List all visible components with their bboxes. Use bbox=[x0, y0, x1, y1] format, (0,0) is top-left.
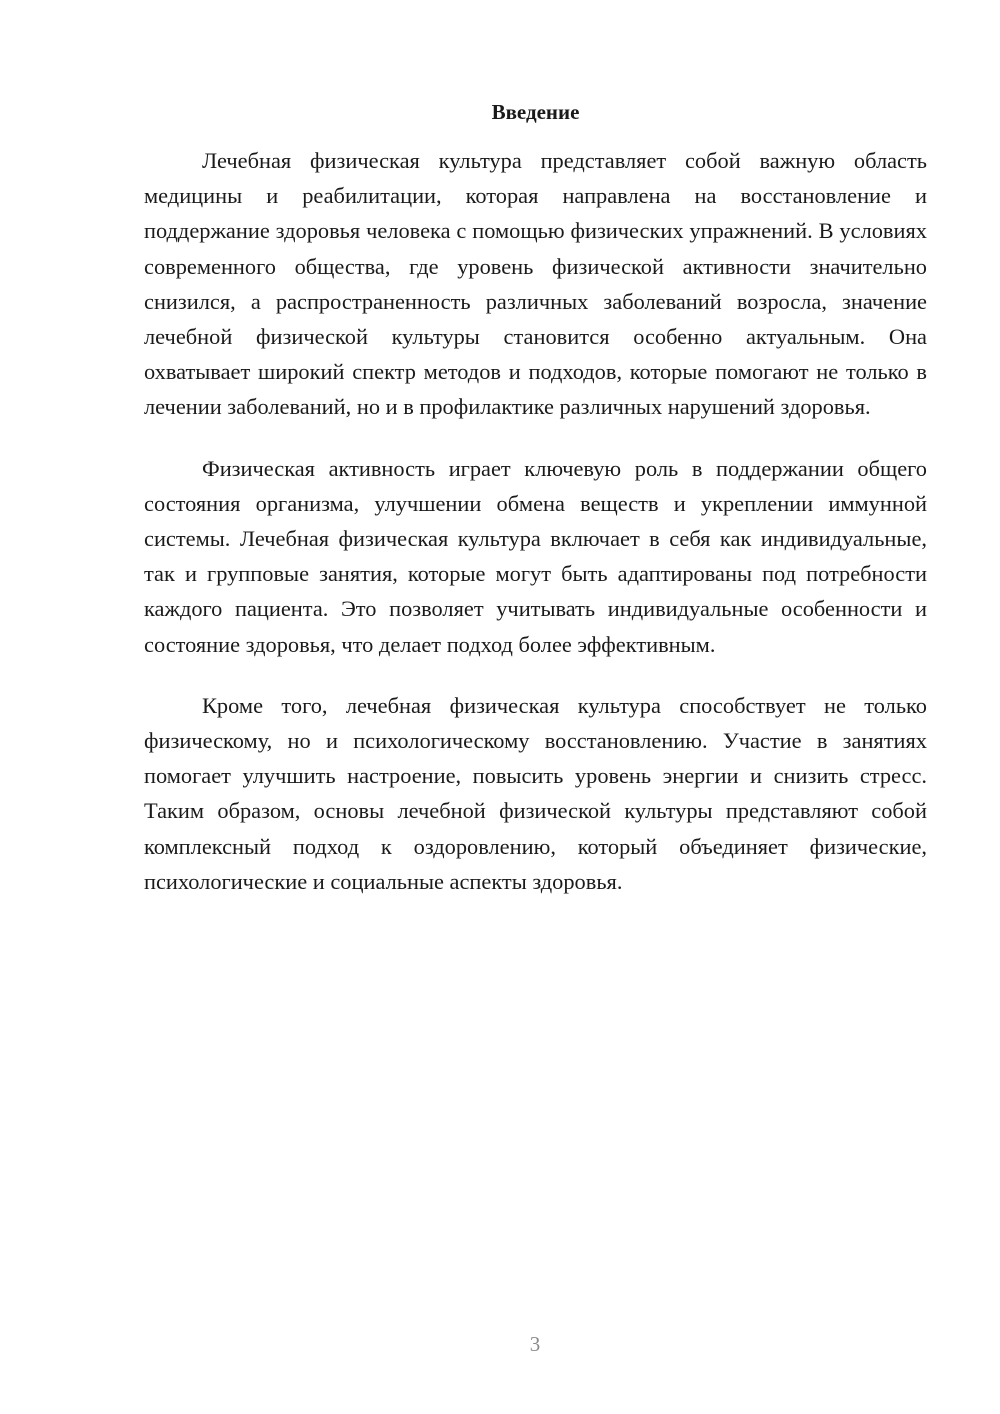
paragraph-1: Лечебная физическая культура представляет собой важную область медицины и реабилитации, которая направлена на восстановление и поддержание здоровья человека с помощью физических упражнений. В условиях современного общества, где уровень физической активности значительно снизился, а распространенность различных заболеваний возросла, значение лечебной физической культуры становится особенно актуальным. Она охватывает широкий спектр методов и подходов, которые помогают не только в лечении заболеваний, но и в профилактике различных нарушений здоровья. bbox=[144, 148, 927, 420]
paragraph-3: Кроме того, лечебная физическая культура способствует не только физическому, но и психологическому восстановлению. Участие в занятиях помогает улучшить настроение, повысить уровень энергии и снизить стресс. Таким образом, основы лечебной физической культуры представляют собой комплексный подход к оздоровлению, который объединяет физические, психологические и социальные аспекты здоровья. bbox=[144, 692, 927, 894]
page-title: Введение bbox=[491, 100, 580, 124]
page-content bbox=[144, 96, 927, 899]
page-number: 3 bbox=[529, 1332, 541, 1356]
paragraph-2: Физическая активность играет ключевую роль в поддержании общего состояния организма, улучшении обмена веществ и укреплении иммунной системы. Лечебная физическая культура включает в себя как индивидуальные, так и групповые занятия, которые могут быть адаптированы под потребности каждого пациента. Это позволяет учитывать индивидуальные особенности и состояние здоровья, что делает подход более эффективным. bbox=[144, 455, 927, 657]
